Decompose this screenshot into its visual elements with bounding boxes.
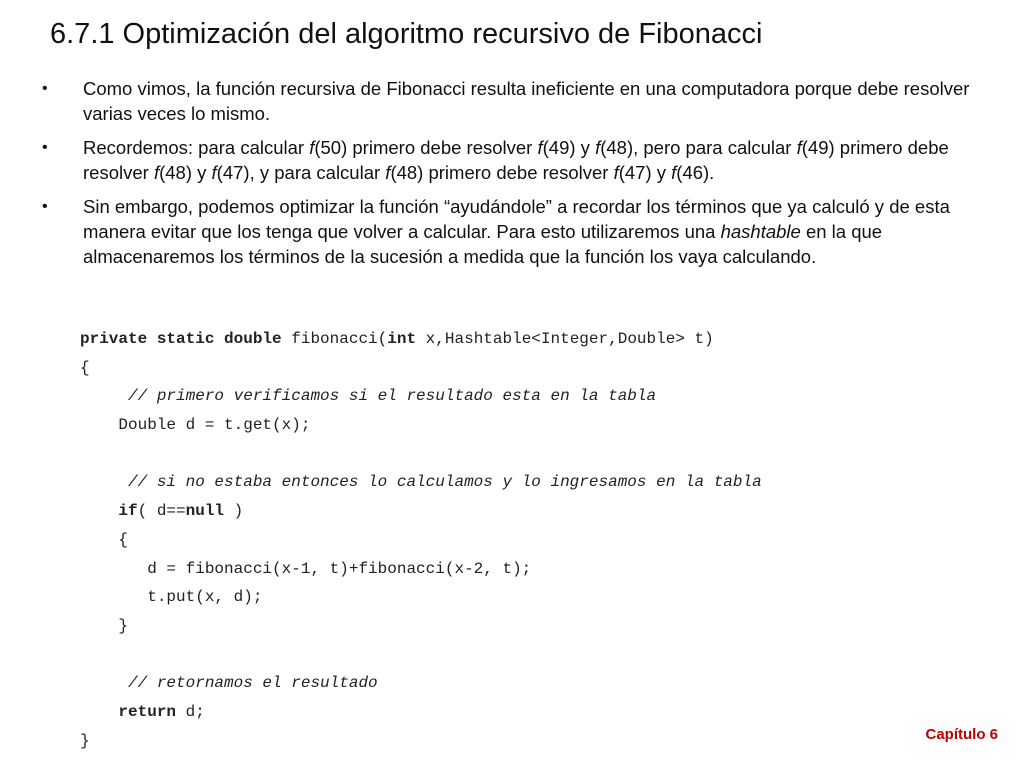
italic-text-run: f: [613, 162, 619, 183]
code-line: [80, 411, 762, 440]
italic-text-run: f: [537, 137, 543, 158]
code-line: [80, 612, 762, 641]
code-line: [80, 698, 762, 727]
italic-text-run: hashtable: [720, 221, 801, 242]
bullet-item: [40, 194, 970, 269]
code-text: t.put(x, d);: [80, 588, 263, 607]
code-line: [80, 641, 762, 670]
code-line: [80, 354, 762, 383]
code-text: fibonacci(: [281, 330, 388, 348]
italic-text-run: f: [309, 137, 315, 158]
code-keyword: null: [185, 502, 225, 521]
code-text: d = fibonacci(x-1, t)+fibonacci(x-2, t);: [80, 559, 532, 578]
text-run: (49) primero debe resolver: [83, 137, 949, 183]
text-run: en la que almacenaremos los términos de la sucesión a medida que la función los vaya calculando.: [83, 221, 883, 267]
italic-text-run: f: [595, 137, 601, 158]
bullet-item: [40, 76, 970, 126]
text-run: (48) y: [159, 162, 212, 183]
bullet-dot-icon: •: [42, 139, 48, 156]
code-line: [80, 468, 762, 497]
code-line: [80, 382, 762, 411]
code-text: [80, 674, 118, 692]
code-text: Double d = t.get(x);: [80, 416, 311, 435]
italic-text-run: f: [671, 162, 677, 183]
italic-text-run: f: [796, 137, 802, 158]
bullet-list: [40, 76, 970, 278]
code-text: ): [224, 502, 244, 521]
code-text: {: [80, 358, 90, 377]
code-text: [80, 387, 118, 405]
code-text: [80, 703, 118, 721]
code-text: [80, 473, 118, 491]
text-run: (48), pero para calcular: [600, 137, 797, 158]
text-run: (47), y para calcular: [216, 162, 386, 183]
code-line: [80, 526, 762, 555]
bullet-dot-icon: •: [42, 80, 48, 97]
code-keyword: int: [387, 330, 417, 348]
code-line: [80, 325, 762, 354]
code-text: }: [80, 616, 129, 635]
italic-text-run: f: [153, 162, 160, 183]
code-block: [80, 325, 762, 755]
code-text: ( d==: [137, 502, 186, 521]
code-keyword: return: [118, 702, 177, 721]
code-line: [80, 497, 762, 526]
code-line: [80, 583, 762, 612]
text-run: (50) primero debe resolver: [314, 137, 538, 158]
code-text: x,Hashtable<Integer,Double> t): [416, 330, 714, 348]
code-text: [80, 502, 118, 520]
bullet-item: [40, 135, 970, 185]
code-comment: // primero verificamos si el resultado esta en la tabla: [118, 387, 657, 406]
text-run: Como vimos, la función recursiva de Fibonacci resulta ineficiente en una computadora porque debe resolver varias veces lo mismo.: [83, 78, 970, 124]
code-text: d;: [176, 702, 205, 721]
code-line: [80, 727, 762, 756]
code-keyword: if: [118, 502, 138, 521]
bullet-dot-icon: •: [42, 198, 48, 215]
code-line: [80, 669, 762, 698]
text-run: Recordemos: para calcular: [83, 137, 310, 158]
text-run: Sin embargo, podemos optimizar la función “ayudándole” a recordar los términos que ya calculó y de esta manera evitar que los tenga que volver a calcular. Para esto utilizaremos una: [83, 196, 950, 242]
text-run: (46).: [676, 162, 715, 183]
code-comment: // si no estaba entonces lo calculamos y lo ingresamos en la tabla: [118, 473, 762, 492]
italic-text-run: f: [211, 162, 217, 183]
code-line: [80, 555, 762, 584]
code-keyword: private static double: [80, 330, 282, 348]
slide-title: 6.7.1 Optimización del algoritmo recursivo de Fibonacci: [50, 18, 763, 50]
code-text: }: [80, 731, 90, 750]
code-text: {: [80, 530, 129, 549]
text-run: (49) y: [542, 137, 596, 158]
chapter-footer: Capítulo 6: [925, 726, 998, 743]
code-comment: // retornamos el resultado: [118, 674, 378, 693]
italic-text-run: f: [385, 162, 391, 183]
text-run: (48) primero debe resolver: [390, 162, 614, 183]
code-line: [80, 440, 762, 469]
text-run: (47) y: [618, 162, 672, 183]
